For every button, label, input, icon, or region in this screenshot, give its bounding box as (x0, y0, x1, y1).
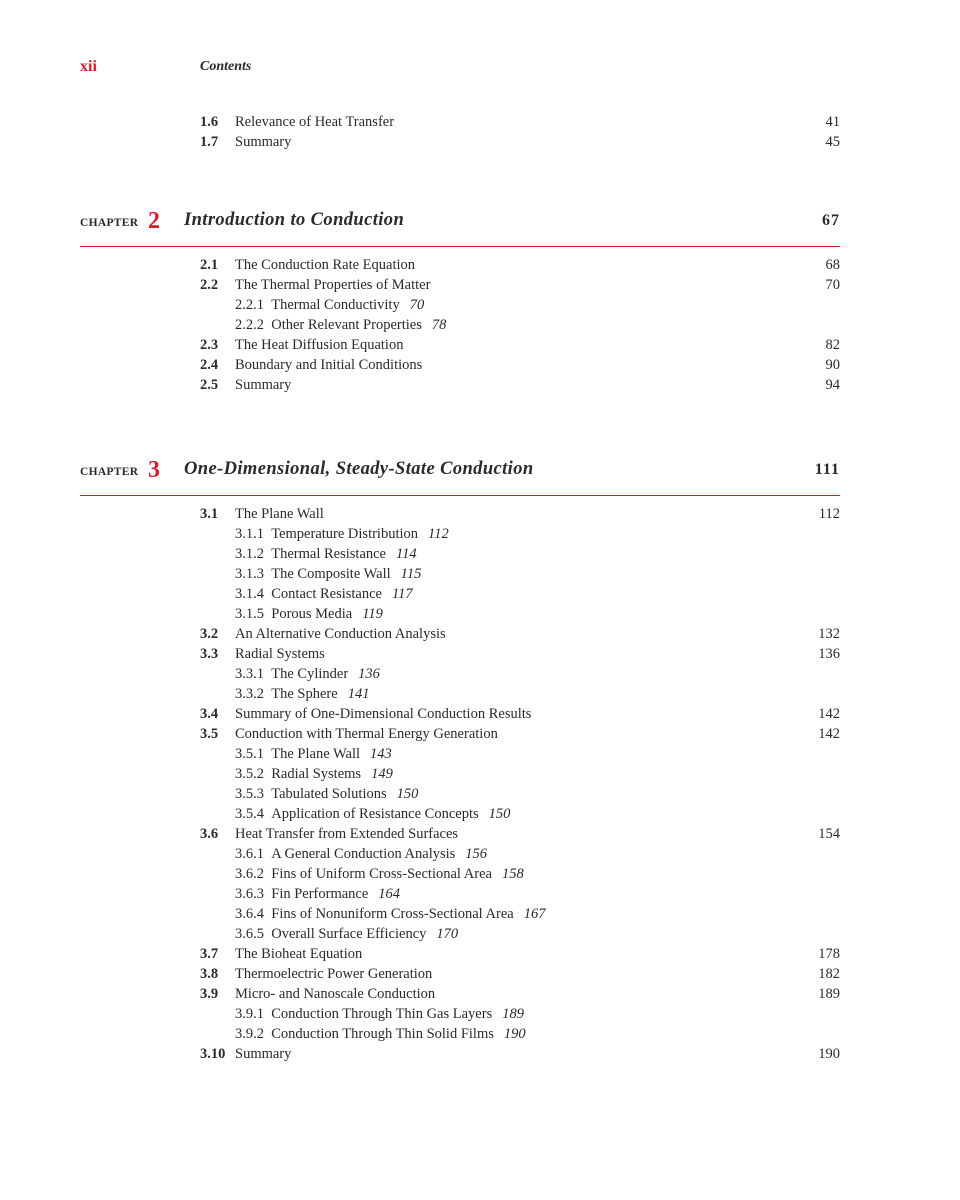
subsection-page: 70 (409, 297, 425, 313)
section-number: 2.2 (200, 277, 219, 293)
chapter-label: CHAPTER (80, 217, 139, 229)
section-number: 3.10 (200, 1046, 226, 1062)
chapter-page: 67 (822, 212, 840, 229)
subsection-page: 143 (370, 746, 392, 762)
toc-subsection-row (200, 524, 840, 544)
section-page: 41 (825, 114, 840, 130)
subsection-page: 190 (503, 1026, 526, 1042)
subsection-entry (235, 604, 383, 624)
section-page: 94 (825, 377, 840, 393)
subsection-entry (235, 584, 413, 604)
section-number: 2.5 (200, 377, 219, 393)
toc-section-row (200, 824, 840, 844)
subsection-page: 114 (396, 546, 417, 562)
section-number: 3.8 (200, 966, 219, 982)
subsection-title: Radial Systems (271, 766, 362, 782)
section-page: 136 (818, 646, 840, 662)
toc-subsection-row (200, 764, 840, 784)
chapter-heading (80, 457, 840, 496)
section-page: 70 (825, 277, 840, 293)
subsection-title: Thermal Conductivity (271, 297, 400, 313)
subsection-entry (235, 804, 510, 824)
toc-section-row (200, 724, 840, 744)
section-title: Boundary and Initial Conditions (235, 357, 423, 373)
subsection-entry (235, 524, 449, 544)
section-title: The Plane Wall (235, 506, 324, 522)
section-number: 3.6 (200, 826, 219, 842)
toc-subsection-row (200, 295, 840, 315)
subsection-number: 3.1.1 (235, 526, 264, 542)
toc-subsection-row (200, 924, 840, 944)
section-page: 112 (818, 506, 840, 522)
section-title: Heat Transfer from Extended Surfaces (235, 826, 459, 842)
subsection-entry (235, 864, 524, 884)
subsection-number: 3.9.1 (235, 1006, 264, 1022)
section-title: Summary (235, 1046, 292, 1062)
subsection-title: The Plane Wall (271, 746, 361, 762)
subsection-title: Thermal Resistance (271, 546, 386, 562)
chapter-label: CHAPTER (80, 466, 139, 478)
toc-subsection-row (200, 864, 840, 884)
subsection-entry (235, 784, 418, 804)
section-number: 2.1 (200, 257, 219, 273)
toc-section-row (200, 355, 840, 375)
toc-subsection-row (200, 564, 840, 584)
chapter-title: One-Dimensional, Steady-State Conduction (184, 459, 534, 479)
subsection-entry (235, 884, 400, 904)
toc-section-row (200, 644, 840, 664)
subsection-title: Contact Resistance (271, 586, 382, 602)
chapter-heading (80, 208, 840, 247)
subsection-number: 3.6.3 (235, 886, 264, 902)
subsection-page: 112 (428, 526, 449, 542)
toc-subsection-row (200, 584, 840, 604)
subsection-page: 167 (523, 906, 546, 922)
subsection-page: 170 (436, 926, 459, 942)
toc-section-row (200, 132, 840, 152)
section-title: Summary (235, 377, 292, 393)
subsection-number: 3.1.2 (235, 546, 264, 562)
subsection-number: 3.6.4 (235, 906, 264, 922)
subsection-number: 2.2.1 (235, 297, 264, 313)
subsection-number: 3.5.4 (235, 806, 264, 822)
subsection-page: 115 (400, 566, 422, 582)
toc-section-row (200, 1044, 840, 1064)
toc-subsection-row (200, 904, 840, 924)
subsection-number: 3.6.5 (235, 926, 264, 942)
subsection-page: 150 (396, 786, 419, 802)
toc-section-row (200, 984, 840, 1004)
section-title: Conduction with Thermal Energy Generation (235, 726, 498, 742)
chapter-number: 2 (148, 208, 160, 234)
section-title: Thermoelectric Power Generation (235, 966, 433, 982)
subsection-page: 78 (431, 317, 447, 333)
section-page: 178 (818, 946, 840, 962)
subsection-title: Fins of Nonuniform Cross-Sectional Area (271, 906, 514, 922)
subsection-title: A General Conduction Analysis (271, 846, 456, 862)
subsection-page: 136 (358, 666, 380, 682)
section-number: 1.7 (200, 134, 219, 150)
toc-section-row (200, 255, 840, 275)
subsection-number: 2.2.2 (235, 317, 264, 333)
subsection-page: 189 (502, 1006, 524, 1022)
section-number: 3.3 (200, 646, 219, 662)
toc-section-row (200, 275, 840, 295)
section-title: The Heat Diffusion Equation (235, 337, 404, 353)
subsection-title: The Cylinder (271, 666, 349, 682)
subsection-entry (235, 684, 369, 704)
chapter-title: Introduction to Conduction (184, 210, 405, 230)
section-title: Micro- and Nanoscale Conduction (235, 986, 436, 1002)
toc-section-row (200, 335, 840, 355)
toc-subsection-row (200, 784, 840, 804)
subsection-title: Temperature Distribution (271, 526, 419, 542)
subsection-title: Conduction Through Thin Solid Films (271, 1026, 494, 1042)
subsection-entry (235, 1024, 526, 1044)
toc-subsection-row (200, 315, 840, 335)
section-page: 132 (818, 626, 840, 642)
section-page: 182 (818, 966, 840, 982)
subsection-number: 3.3.1 (235, 666, 264, 682)
toc-section-row (200, 944, 840, 964)
section-title: Summary (235, 134, 292, 150)
subsection-number: 3.1.3 (235, 566, 264, 582)
section-page: 190 (818, 1046, 840, 1062)
subsection-entry (235, 924, 458, 944)
section-page: 142 (818, 726, 840, 742)
section-page: 82 (825, 337, 840, 353)
subsection-number: 3.1.5 (235, 606, 264, 622)
section-page: 68 (825, 257, 840, 273)
section-page: 189 (818, 986, 840, 1002)
subsection-entry (235, 844, 487, 864)
toc-section-row (200, 704, 840, 724)
subsection-title: Conduction Through Thin Gas Layers (271, 1006, 493, 1022)
toc-subsection-row (200, 604, 840, 624)
toc-subsection-row (200, 544, 840, 564)
subsection-number: 3.9.2 (235, 1026, 264, 1042)
section-page: 154 (818, 826, 840, 842)
section-number: 3.4 (200, 706, 219, 722)
page-number: xii (80, 58, 97, 75)
subsection-entry (235, 1004, 524, 1024)
subsection-title: Other Relevant Properties (271, 317, 422, 333)
subsection-page: 117 (391, 586, 413, 602)
subsection-number: 3.6.1 (235, 846, 264, 862)
subsection-entry (235, 664, 380, 684)
section-title: Summary of One-Dimensional Conduction Results (235, 706, 532, 722)
subsection-title: The Composite Wall (271, 566, 391, 582)
section-page: 45 (825, 134, 840, 150)
subsection-page: 164 (378, 886, 401, 902)
toc-subsection-row (200, 804, 840, 824)
toc-subsection-row (200, 744, 840, 764)
subsection-page: 150 (488, 806, 511, 822)
chapter-number: 3 (148, 457, 160, 483)
chapter-page: 111 (814, 461, 840, 478)
subsection-page: 119 (362, 606, 383, 622)
subsection-entry (235, 315, 446, 335)
toc-section-row (200, 624, 840, 644)
toc-subsection-row (200, 1024, 840, 1044)
subsection-number: 3.5.3 (235, 786, 264, 802)
section-title: An Alternative Conduction Analysis (235, 626, 446, 642)
section-title: Relevance of Heat Transfer (235, 114, 395, 130)
section-page: 90 (825, 357, 840, 373)
subsection-page: 141 (347, 686, 370, 702)
running-title: Contents (200, 59, 252, 74)
section-number: 3.5 (200, 726, 219, 742)
subsection-page: 158 (501, 866, 524, 882)
section-number: 3.9 (200, 986, 219, 1002)
subsection-title: Porous Media (271, 606, 353, 622)
subsection-entry (235, 744, 392, 764)
subsection-entry (235, 564, 421, 584)
section-title: The Bioheat Equation (235, 946, 363, 962)
subsection-entry (235, 295, 424, 315)
section-number: 3.7 (200, 946, 219, 962)
section-title: The Conduction Rate Equation (235, 257, 416, 273)
section-title: Radial Systems (235, 646, 325, 662)
subsection-title: Application of Resistance Concepts (271, 806, 479, 822)
toc-section-row (200, 964, 840, 984)
subsection-title: Tabulated Solutions (271, 786, 387, 802)
section-number: 3.1 (200, 506, 219, 522)
subsection-number: 3.1.4 (235, 586, 264, 602)
subsection-title: Fin Performance (271, 886, 369, 902)
subsection-page: 149 (371, 766, 393, 782)
section-page: 142 (818, 706, 840, 722)
toc-section-row (200, 375, 840, 395)
section-number: 2.3 (200, 337, 219, 353)
toc-subsection-row (200, 684, 840, 704)
subsection-title: The Sphere (271, 686, 338, 702)
subsection-number: 3.5.1 (235, 746, 264, 762)
toc-subsection-row (200, 884, 840, 904)
subsection-entry (235, 764, 393, 784)
toc-subsection-row (200, 664, 840, 684)
toc-subsection-row (200, 844, 840, 864)
subsection-title: Fins of Uniform Cross-Sectional Area (271, 866, 492, 882)
subsection-number: 3.5.2 (235, 766, 264, 782)
section-number: 1.6 (200, 114, 219, 130)
toc-section-row (200, 112, 840, 132)
subsection-entry (235, 544, 417, 564)
subsection-number: 3.6.2 (235, 866, 264, 882)
subsection-number: 3.3.2 (235, 686, 264, 702)
subsection-page: 156 (465, 846, 488, 862)
section-title: The Thermal Properties of Matter (235, 277, 431, 293)
section-number: 3.2 (200, 626, 219, 642)
toc-subsection-row (200, 1004, 840, 1024)
toc-section-row (200, 504, 840, 524)
section-number: 2.4 (200, 357, 219, 373)
subsection-entry (235, 904, 545, 924)
subsection-title: Overall Surface Efficiency (271, 926, 427, 942)
